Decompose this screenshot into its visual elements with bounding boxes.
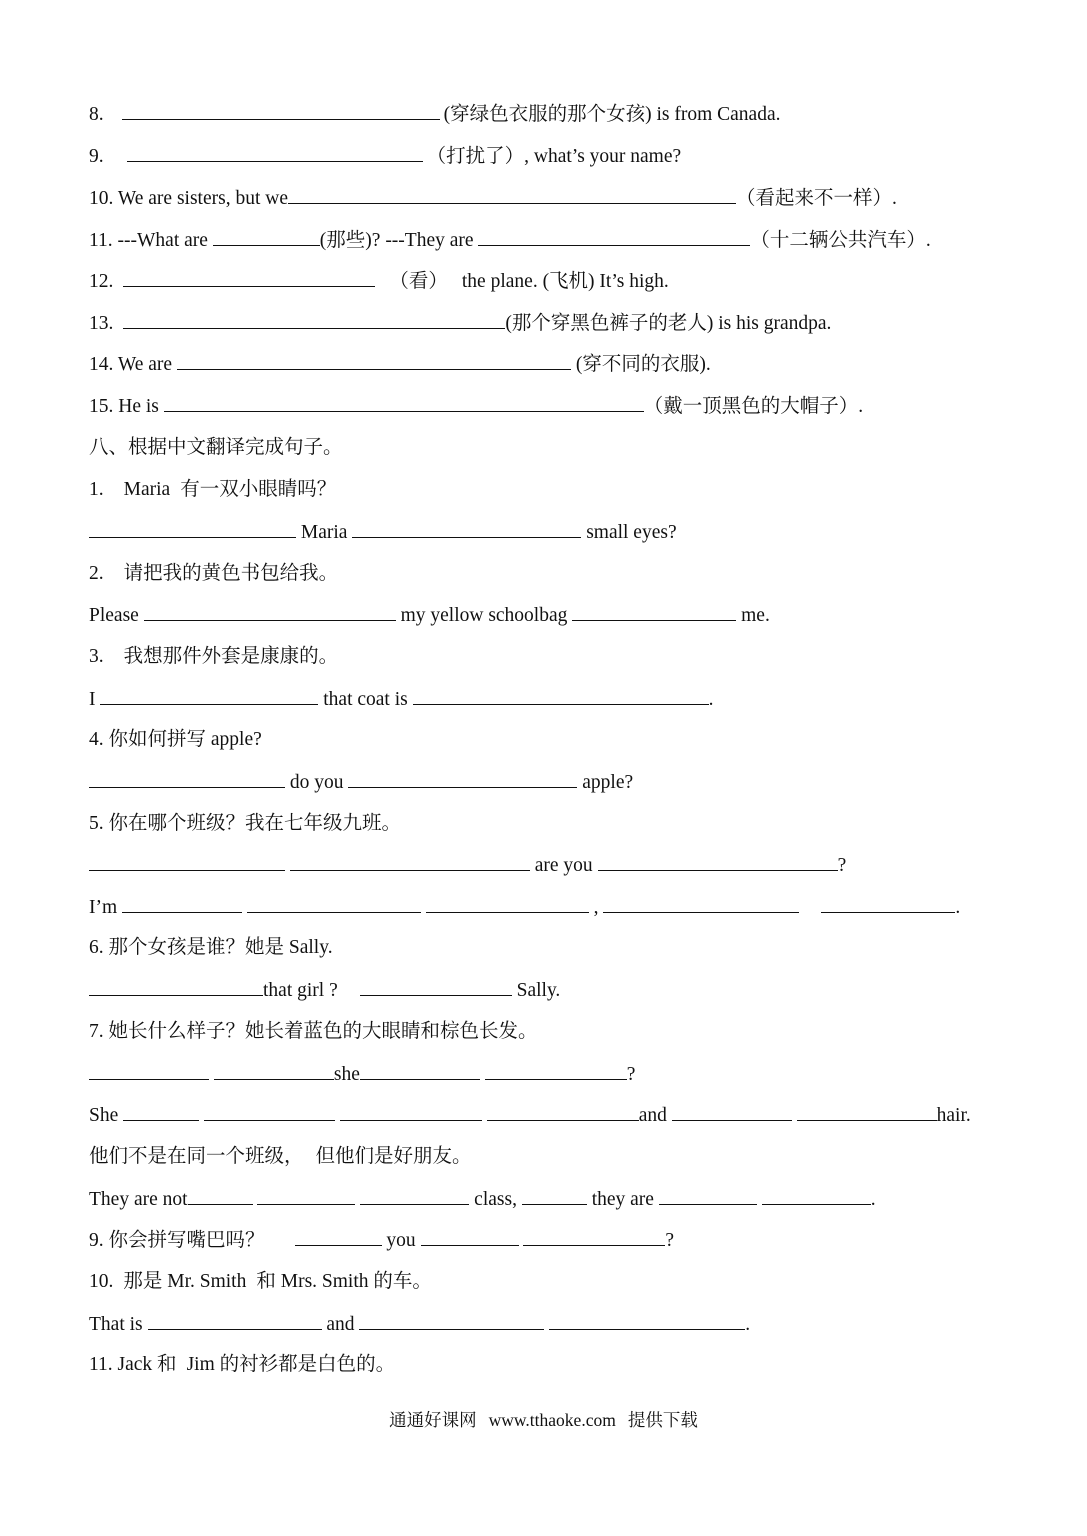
answer-blank[interactable] bbox=[89, 769, 285, 788]
answer-blank[interactable] bbox=[522, 1186, 587, 1205]
answer-blank[interactable] bbox=[360, 977, 512, 996]
question-9 bbox=[89, 143, 681, 170]
question-12 bbox=[89, 268, 669, 295]
answer-blank[interactable] bbox=[288, 185, 736, 204]
answer-text: . bbox=[955, 897, 961, 918]
question-number: 12. bbox=[89, 271, 114, 292]
question-hint: （十二辆公共汽车）. bbox=[750, 230, 931, 251]
section-title: 八、根据中文翻译完成句子。 bbox=[89, 437, 343, 458]
answer-blank[interactable] bbox=[348, 769, 577, 788]
answer-blank[interactable] bbox=[359, 1311, 544, 1330]
answer-blank[interactable] bbox=[122, 101, 440, 120]
answer-blank[interactable] bbox=[549, 1311, 745, 1330]
answer-blank[interactable] bbox=[487, 1102, 639, 1121]
question-14 bbox=[89, 351, 711, 378]
answer-blank[interactable] bbox=[360, 1186, 469, 1205]
answer-text: that coat is bbox=[318, 689, 413, 710]
answer-text: I’m bbox=[89, 897, 123, 918]
question-text: 他们不是在同一个班级， bbox=[89, 1146, 304, 1167]
answer-text: She bbox=[89, 1105, 124, 1126]
answer-blank[interactable] bbox=[214, 1061, 334, 1080]
question-text: 11. Jack 和 bbox=[89, 1354, 177, 1375]
answer-blank[interactable] bbox=[257, 1186, 355, 1205]
answer-blank[interactable] bbox=[123, 1102, 199, 1121]
answer-text: ? bbox=[837, 855, 847, 876]
answer-blank[interactable] bbox=[213, 227, 320, 246]
question-number: 2. bbox=[89, 563, 104, 584]
question-text: 10. We are sisters, but we bbox=[89, 188, 288, 209]
translation-1-answer bbox=[89, 519, 677, 546]
answer-text: and bbox=[321, 1314, 360, 1335]
question-text: 7. 她长什么样子？她长着蓝色的大眼睛和棕色长发。 bbox=[89, 1021, 538, 1042]
question-text: 5. 你在哪个班级？我在七年级九班。 bbox=[89, 813, 402, 834]
answer-blank[interactable] bbox=[659, 1186, 757, 1205]
answer-blank[interactable] bbox=[89, 1061, 209, 1080]
question-number: 8. bbox=[89, 104, 104, 125]
answer-blank[interactable] bbox=[360, 1061, 480, 1080]
answer-text: , bbox=[588, 897, 604, 918]
question-number: 1. bbox=[89, 479, 104, 500]
answer-blank[interactable] bbox=[247, 894, 421, 913]
answer-text: do you bbox=[285, 772, 349, 793]
answer-text: . bbox=[870, 1189, 876, 1210]
question-hint: （看） bbox=[389, 271, 448, 292]
answer-blank[interactable] bbox=[762, 1186, 871, 1205]
question-text: 但他们是好朋友。 bbox=[315, 1146, 472, 1167]
question-11 bbox=[89, 227, 931, 254]
translation-10-prompt bbox=[89, 1269, 432, 1295]
answer-blank[interactable] bbox=[478, 227, 750, 246]
answer-blank[interactable] bbox=[177, 351, 571, 370]
answer-blank[interactable] bbox=[89, 519, 296, 538]
question-number: 13. bbox=[89, 313, 114, 334]
answer-blank[interactable] bbox=[485, 1061, 627, 1080]
question-text: 和 Mrs. Smith 的车。 bbox=[256, 1271, 432, 1292]
answer-text: class, bbox=[469, 1189, 522, 1210]
question-text: 那是 Mr. Smith bbox=[123, 1271, 247, 1292]
answer-blank[interactable] bbox=[290, 852, 530, 871]
answer-blank[interactable] bbox=[603, 894, 799, 913]
translation-1-prompt bbox=[89, 477, 336, 503]
question-text: 我想那件外套是康康的。 bbox=[123, 646, 339, 667]
answer-blank[interactable] bbox=[188, 1186, 253, 1205]
question-text: (那些)? ---They are bbox=[319, 230, 479, 251]
answer-blank[interactable] bbox=[100, 686, 318, 705]
translation-8-answer bbox=[89, 1186, 876, 1213]
question-text: 9. 你会拼写嘴巴吗？ bbox=[89, 1230, 265, 1251]
answer-blank[interactable] bbox=[572, 602, 736, 621]
translation-7-answer-a bbox=[89, 1061, 635, 1088]
answer-blank[interactable] bbox=[523, 1227, 665, 1246]
translation-3-answer bbox=[89, 686, 713, 713]
answer-text: you bbox=[381, 1230, 421, 1251]
answer-blank[interactable] bbox=[127, 143, 423, 162]
answer-text: they are bbox=[586, 1189, 659, 1210]
question-text: 4. 你如何拼写 apple? bbox=[89, 729, 262, 750]
answer-text: They are not bbox=[89, 1189, 188, 1210]
answer-blank[interactable] bbox=[413, 686, 709, 705]
answer-blank[interactable] bbox=[598, 852, 838, 871]
question-text: (穿绿色衣服的那个女孩) is from Canada. bbox=[443, 104, 781, 125]
question-text: 请把我的黄色书包给我。 bbox=[123, 563, 339, 584]
question-10 bbox=[89, 185, 897, 212]
translation-9 bbox=[89, 1227, 674, 1254]
answer-blank[interactable] bbox=[672, 1102, 792, 1121]
answer-blank[interactable] bbox=[340, 1102, 482, 1121]
question-number: 10. bbox=[89, 1271, 114, 1292]
answer-text: Maria bbox=[296, 522, 353, 543]
question-text: Maria bbox=[123, 479, 171, 500]
answer-text: are you bbox=[529, 855, 598, 876]
answer-blank[interactable] bbox=[821, 894, 955, 913]
question-text: (那个穿黑色裤子的老人) is his grandpa. bbox=[505, 313, 832, 334]
answer-text: ? bbox=[626, 1064, 636, 1085]
translation-6-prompt bbox=[89, 935, 333, 961]
question-hint: （戴一顶黑色的大帽子）. bbox=[643, 396, 864, 417]
question-text: 11. ---What are bbox=[89, 230, 213, 251]
translation-10-answer bbox=[89, 1311, 750, 1338]
question-13 bbox=[89, 310, 831, 337]
question-text: 15. He is bbox=[89, 396, 164, 417]
answer-blank[interactable] bbox=[164, 393, 644, 412]
translation-7-prompt bbox=[89, 1019, 538, 1045]
answer-blank[interactable] bbox=[144, 602, 396, 621]
answer-text: my yellow schoolbag bbox=[395, 605, 573, 626]
translation-7-answer-b bbox=[89, 1102, 971, 1129]
footer-url[interactable]: www.tthaoke.com bbox=[488, 1410, 616, 1430]
question-text: Jim 的衬衫都是白色的。 bbox=[186, 1354, 396, 1375]
answer-blank[interactable] bbox=[426, 894, 589, 913]
question-8 bbox=[89, 101, 781, 128]
answer-text: . bbox=[708, 689, 714, 710]
answer-text: small eyes? bbox=[581, 522, 677, 543]
answer-text: that girl ? bbox=[263, 980, 338, 1001]
question-text: 6. 那个女孩是谁？她是 Sally. bbox=[89, 937, 333, 958]
answer-text: me. bbox=[736, 605, 770, 626]
answer-blank[interactable] bbox=[295, 1227, 382, 1246]
translation-11-prompt bbox=[89, 1352, 395, 1378]
answer-blank[interactable] bbox=[89, 852, 285, 871]
answer-blank[interactable] bbox=[421, 1227, 519, 1246]
translation-5-answer-b bbox=[89, 894, 960, 921]
translation-4-answer bbox=[89, 769, 633, 796]
answer-text: ? bbox=[665, 1230, 675, 1251]
answer-blank[interactable] bbox=[148, 1311, 322, 1330]
question-text: 有一双小眼睛吗？ bbox=[180, 479, 337, 500]
question-text: 14. We are bbox=[89, 354, 177, 375]
footer-download-text: 提供下载 bbox=[627, 1410, 698, 1430]
answer-blank[interactable] bbox=[123, 268, 375, 287]
answer-blank[interactable] bbox=[352, 519, 581, 538]
page-footer bbox=[0, 1408, 1087, 1432]
answer-text: hair. bbox=[936, 1105, 971, 1126]
answer-text: and bbox=[638, 1105, 672, 1126]
translation-4-prompt bbox=[89, 727, 262, 753]
footer-site-name: 通通好课网 bbox=[389, 1410, 477, 1430]
answer-text: she bbox=[333, 1064, 360, 1085]
answer-text: . bbox=[745, 1314, 751, 1335]
translation-2-prompt bbox=[89, 561, 338, 587]
translation-5-answer-a bbox=[89, 852, 846, 879]
answer-blank[interactable] bbox=[89, 977, 263, 996]
translation-2-answer bbox=[89, 602, 770, 629]
answer-blank[interactable] bbox=[123, 310, 505, 329]
translation-8-prompt bbox=[89, 1144, 472, 1170]
translation-6-answer bbox=[89, 977, 560, 1004]
translation-5-prompt bbox=[89, 811, 401, 837]
answer-blank[interactable] bbox=[204, 1102, 335, 1121]
translation-3-prompt bbox=[89, 644, 338, 670]
question-number: 9. bbox=[89, 146, 104, 167]
answer-text: I bbox=[89, 689, 101, 710]
question-number: 3. bbox=[89, 646, 104, 667]
answer-text: Please bbox=[89, 605, 144, 626]
answer-blank[interactable] bbox=[122, 894, 242, 913]
question-text: （打扰了）, what’s your name? bbox=[426, 146, 682, 167]
answer-text: That is bbox=[89, 1314, 148, 1335]
answer-text: apple? bbox=[577, 772, 634, 793]
question-text: the plane. (飞机) It’s high. bbox=[461, 271, 669, 292]
section-heading bbox=[89, 435, 343, 461]
answer-text: Sally. bbox=[511, 980, 561, 1001]
question-hint: （看起来不一样）. bbox=[735, 188, 897, 209]
question-hint: (穿不同的衣服). bbox=[570, 354, 711, 375]
question-15 bbox=[89, 393, 863, 420]
answer-blank[interactable] bbox=[797, 1102, 937, 1121]
